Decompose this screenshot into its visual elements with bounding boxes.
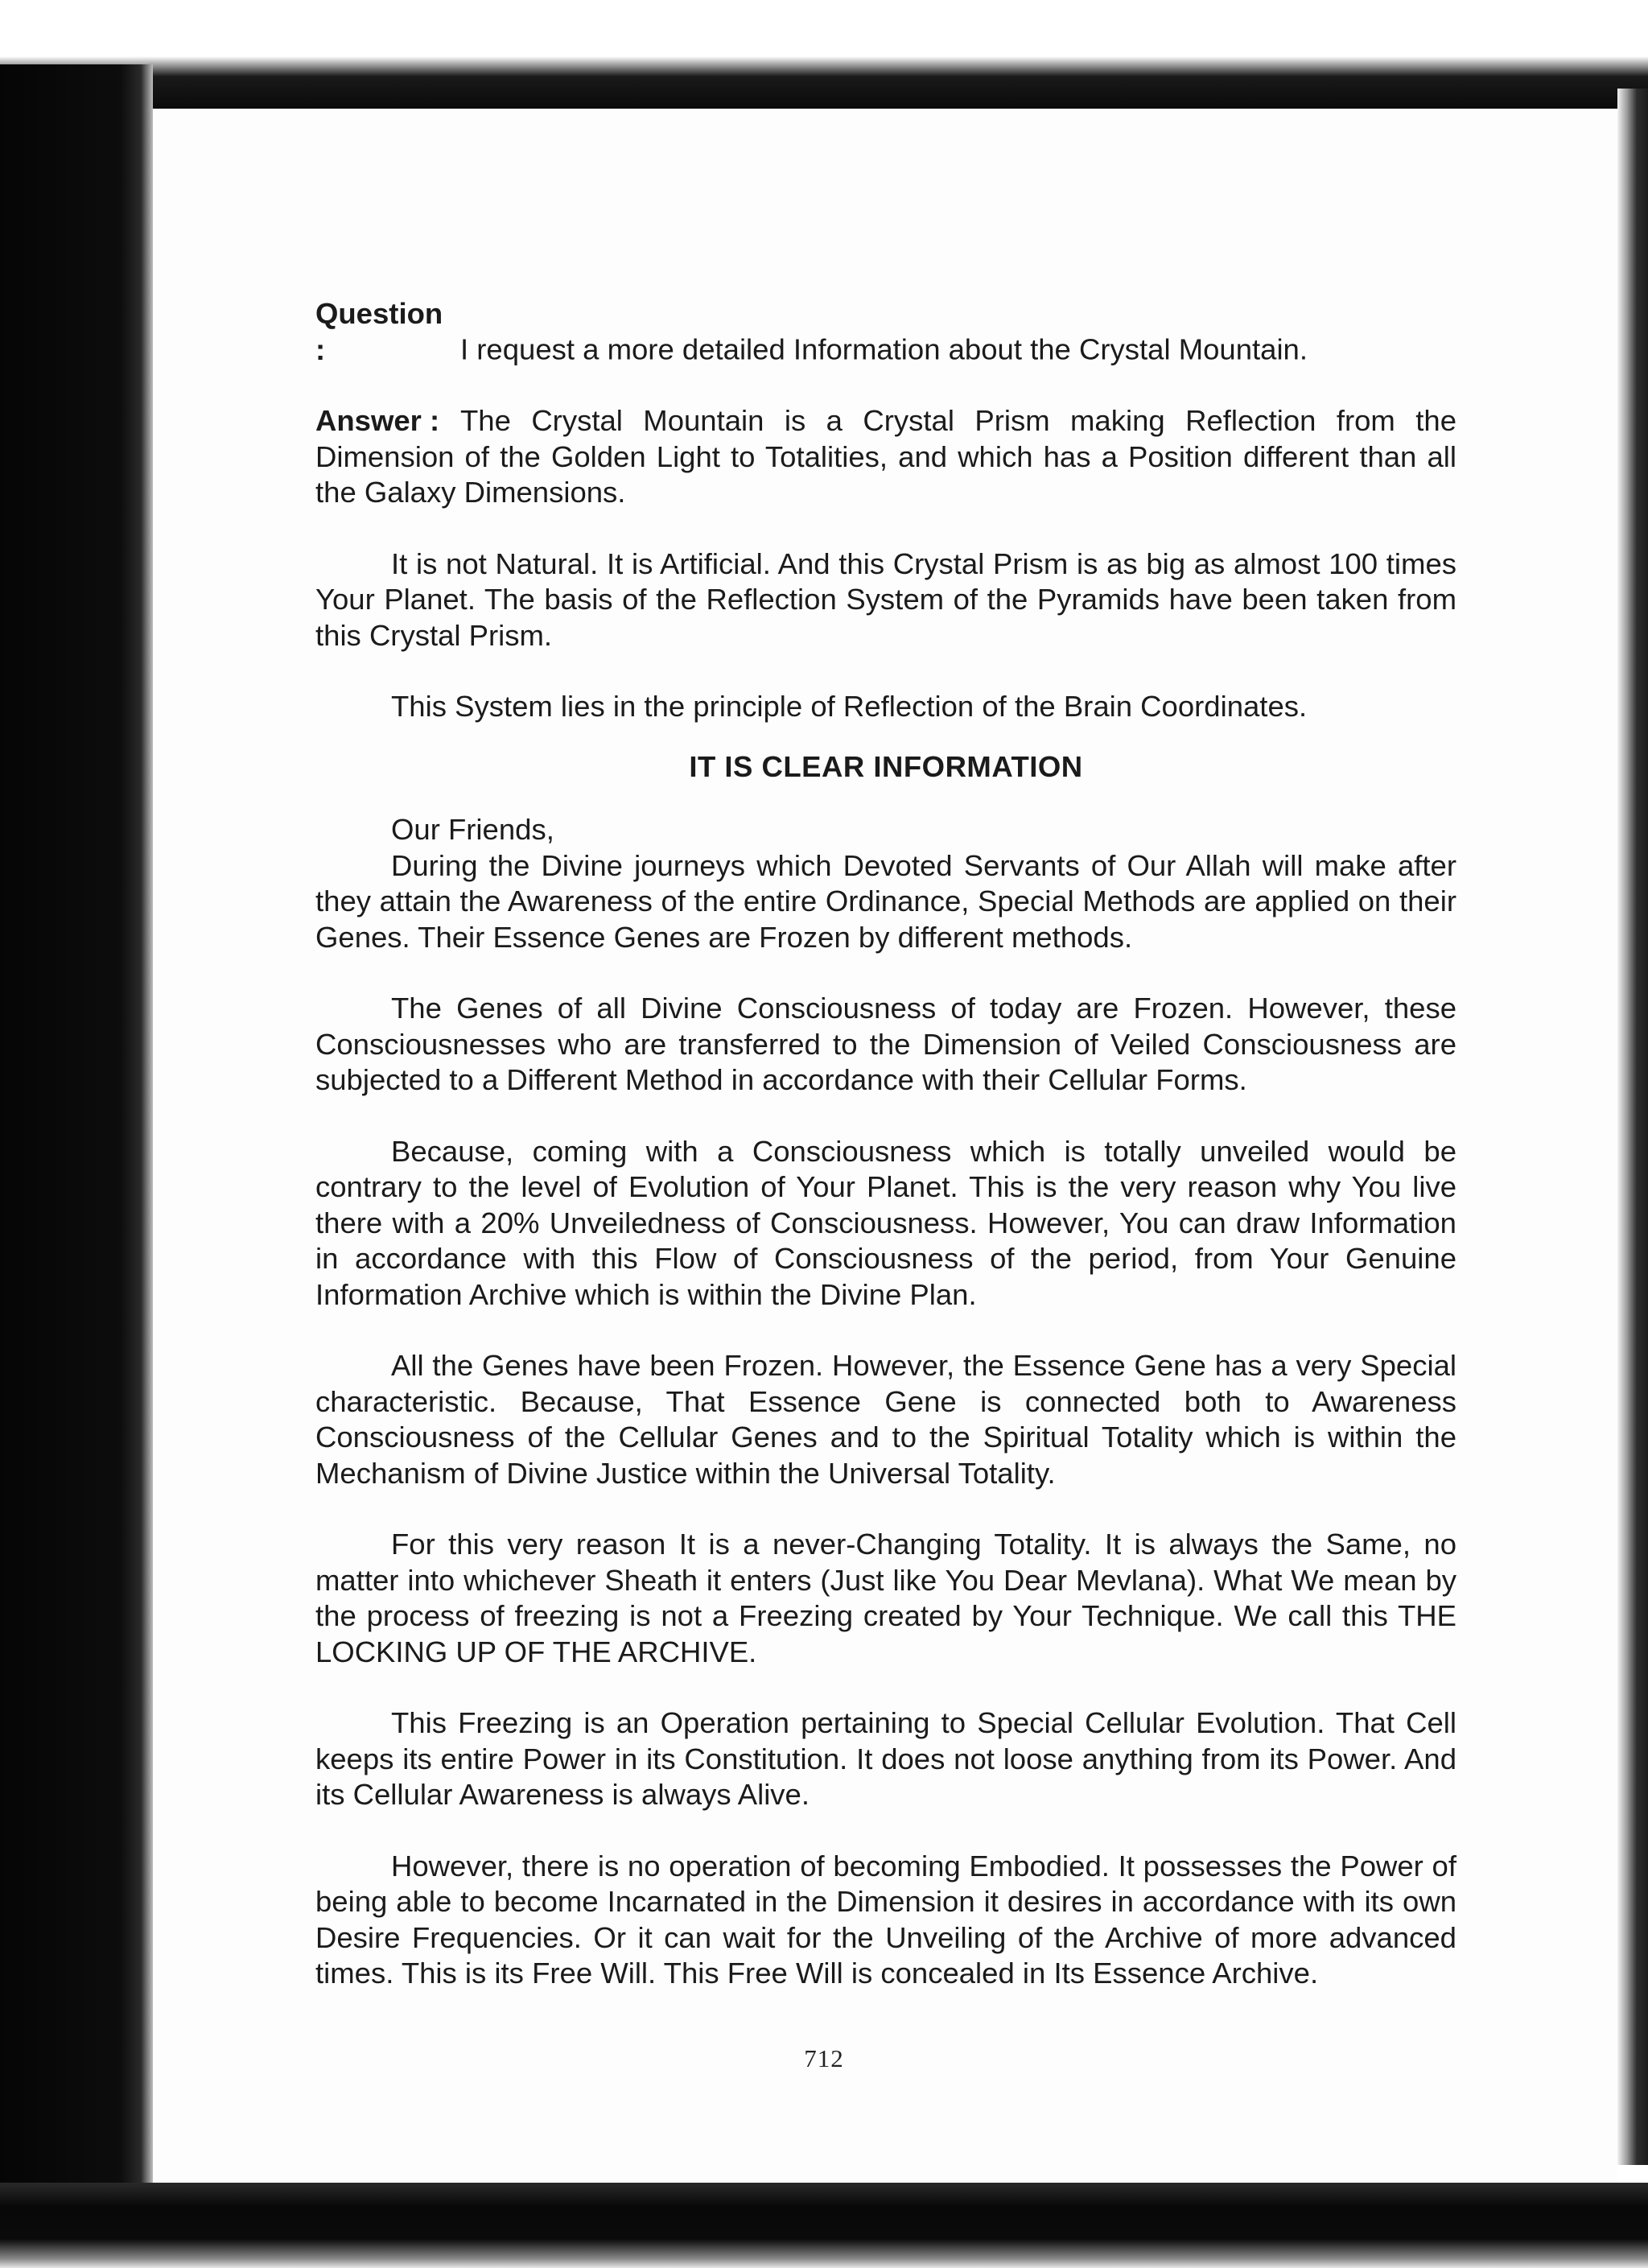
question-label: Question : <box>315 297 443 366</box>
salutation: Our Friends, <box>391 813 554 846</box>
section-heading: IT IS CLEAR INFORMATION <box>689 749 1083 783</box>
paragraph: For this very reason It is a never-Changing Totality. It is always the Same, no matter into whichever Sheath it enters (Just like You Dear Mevlana). What We mean by the process of freezing is not a Freezing created by Your Technique. We call this THE LOCKING UP OF THE ARCHIVE. <box>315 1528 1456 1668</box>
question-text: I request a more detailed Information about the Crystal Mountain. <box>460 332 1308 366</box>
scan-border-right <box>1617 89 1648 2165</box>
page-body <box>315 296 1456 2027</box>
paragraph: All the Genes have been Frozen. However, the Essence Gene has a very Special characteristic. Because, That Essence Gene is connected both to Awareness Consciousness of the Cellular Genes and to the Spiritual Totality which is within the Mechanism of Divine Justice within the Universal Totality. <box>315 1349 1456 1490</box>
paragraph: Because, coming with a Consciousness which is totally unveiled would be contrary to the level of Evolution of Your Planet. This is the very reason why You live there with a 20% Unveiledness of Consciousness. However, You can draw Information in accordance with this Flow of Consciousness of the period, from Your Genuine Information Archive which is within the Divine Plan. <box>315 1134 1456 1311</box>
scan-border-bottom <box>0 2183 1648 2268</box>
page-number: 712 <box>804 2044 844 2072</box>
paragraph: The Genes of all Divine Consciousness of today are Frozen. However, these Consciousnesses who are transferred to the Dimension of Veiled Consciousness are subjected to a Different Method in accordance with their Cellular Forms. <box>315 992 1456 1096</box>
answer-label: Answer : <box>315 404 440 437</box>
scan-border-top <box>0 0 1648 109</box>
paragraph: However, there is no operation of becoming Embodied. It possesses the Power of being able to become Incarnated in the Dimension it desires in accordance with its own Desire Frequencies. Or it can wait for the Unveiling of the Archive of more advanced times. This is its Free Will. This Free Will is concealed in Its Essence Archive. <box>315 1849 1456 1990</box>
scan-border-left <box>0 64 153 2268</box>
answer-text: The Crystal Mountain is a Crystal Prism making Reflection from the Dimension of the Golden Light to Totalities, and which has a Position different than all the Galaxy Dimensions. <box>315 404 1456 509</box>
answer-block <box>315 403 1456 511</box>
question-block <box>315 296 1456 368</box>
paragraph: This System lies in the principle of Reflection of the Brain Coordinates. <box>391 690 1308 723</box>
paragraph: This Freezing is an Operation pertaining to Special Cellular Evolution. That Cell keeps its entire Power in its Constitution. It does not loose anything from its Power. And its Cellular Awareness is always Alive. <box>315 1706 1456 1811</box>
paragraph: During the Divine journeys which Devoted Servants of Our Allah will make after they attain the Awareness of the entire Ordinance, Special Methods are applied on their Genes. Their Essence Genes are Frozen by different methods. <box>315 848 1456 954</box>
paragraph: It is not Natural. It is Artificial. And this Crystal Prism is as big as almost 100 times Your Planet. The basis of the Reflection System of the Pyramids have been taken from this Crystal Prism. <box>315 546 1456 652</box>
